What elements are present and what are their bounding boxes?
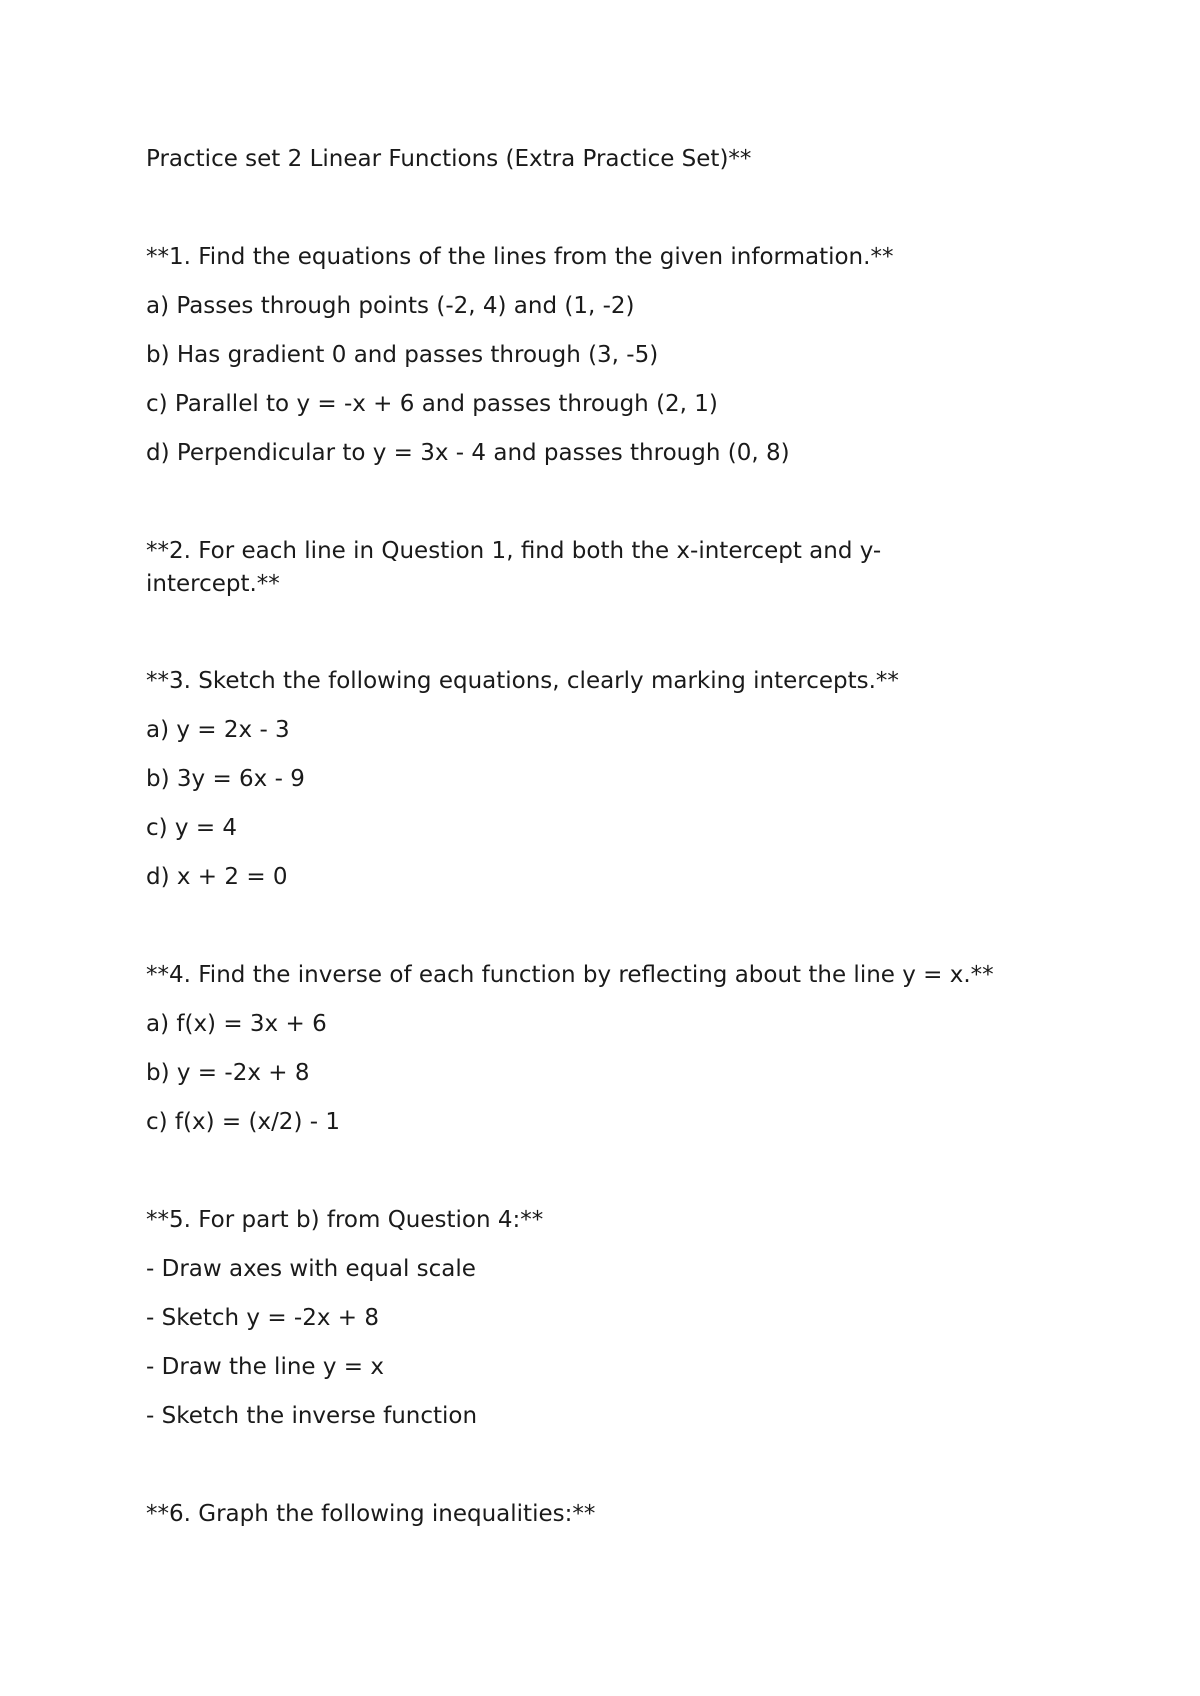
question-5-item-2: - Sketch y = -2x + 8 bbox=[146, 1305, 379, 1331]
question-1-item-d: d) Perpendicular to y = 3x - 4 and passes through (0, 8) bbox=[146, 440, 790, 466]
question-2-heading-line-1: **2. For each line in Question 1, find both the x-intercept and y- bbox=[146, 538, 882, 564]
question-6-heading: **6. Graph the following inequalities:** bbox=[146, 1501, 596, 1527]
question-1-heading: **1. Find the equations of the lines from the given information.** bbox=[146, 244, 894, 270]
question-1-item-b: b) Has gradient 0 and passes through (3, -5) bbox=[146, 342, 659, 368]
question-2-heading-line-2: intercept.** bbox=[146, 571, 280, 597]
question-5-heading: **5. For part b) from Question 4:** bbox=[146, 1207, 544, 1233]
question-3-item-d: d) x + 2 = 0 bbox=[146, 864, 288, 890]
question-3-item-b: b) 3y = 6x - 9 bbox=[146, 766, 305, 792]
question-3-item-a: a) y = 2x - 3 bbox=[146, 717, 290, 743]
question-1-item-c: c) Parallel to y = -x + 6 and passes through (2, 1) bbox=[146, 391, 718, 417]
document-title: Practice set 2 Linear Functions (Extra Practice Set)** bbox=[146, 146, 752, 172]
question-5-item-1: - Draw axes with equal scale bbox=[146, 1256, 476, 1282]
question-3-item-c: c) y = 4 bbox=[146, 815, 238, 841]
question-5-item-4: - Sketch the inverse function bbox=[146, 1403, 478, 1429]
question-1-item-a: a) Passes through points (-2, 4) and (1, -2) bbox=[146, 293, 635, 319]
question-5-item-3: - Draw the line y = x bbox=[146, 1354, 384, 1380]
question-3-heading: **3. Sketch the following equations, clearly marking intercepts.** bbox=[146, 668, 899, 694]
question-4-item-a: a) f(x) = 3x + 6 bbox=[146, 1011, 327, 1037]
question-4-heading: **4. Find the inverse of each function by reflecting about the line y = x.** bbox=[146, 962, 994, 988]
question-4-item-b: b) y = -2x + 8 bbox=[146, 1060, 310, 1086]
question-4-item-c: c) f(x) = (x/2) - 1 bbox=[146, 1109, 340, 1135]
